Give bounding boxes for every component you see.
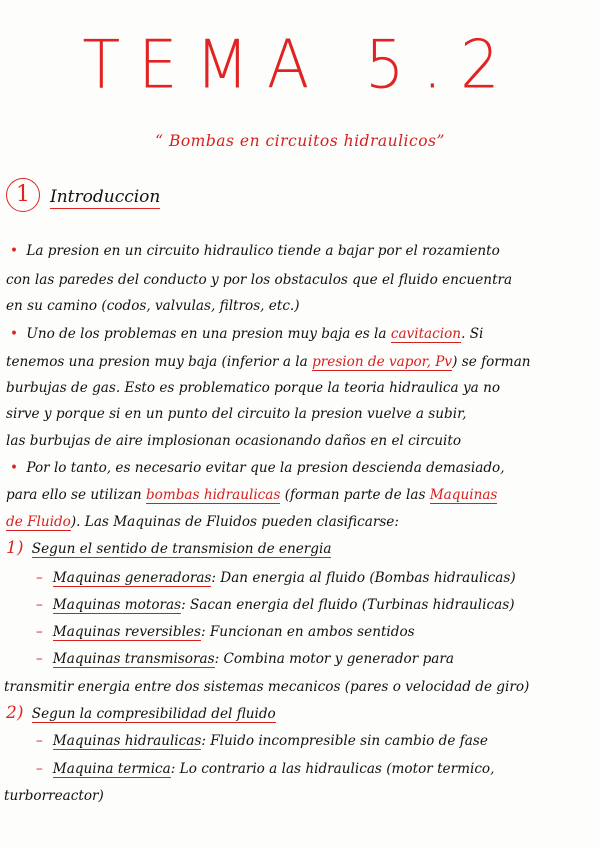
term-presion-vapor: presion de vapor, Pv	[312, 354, 453, 370]
class1-item-2	[36, 597, 515, 613]
p2-line-4: sirve y porque si en un punto del circuito la presion vuelve a subir,	[6, 406, 467, 422]
text: (forman parte de las	[284, 487, 426, 503]
item-desc: : Sacan energia del fluido (Turbinas hidraulicas)	[181, 597, 515, 613]
p2-line-3: burbujas de gas. Esto es problematico porque la teoria hidraulica ya no	[6, 380, 501, 396]
class1-item-4-cont: transmitir energia entre dos sistemas mecanicos (pares o velocidad de giro)	[4, 679, 530, 695]
class1-heading	[6, 538, 331, 558]
p2-line-5: las burbujas de aire implosionan ocasionando daños en el circuito	[6, 433, 462, 449]
class2-title: Segun la compresibilidad del fluido	[31, 706, 276, 722]
class1-title: Segun el sentido de transmision de energia	[31, 541, 332, 557]
dash-icon: –	[36, 761, 43, 777]
text: Por lo tanto, es necesario evitar que la presion descienda demasiado,	[26, 460, 505, 476]
page-title: TEMA 5.2	[82, 25, 518, 104]
text: tenemos una presion muy baja (inferior a la	[6, 354, 308, 370]
section-number-circle: 1	[6, 178, 40, 212]
class2-heading	[6, 703, 276, 723]
page-subtitle: “ Bombas en circuitos hidraulicos”	[155, 132, 445, 150]
dash-icon: –	[36, 733, 43, 749]
item-desc: : Lo contrario a las hidraulicas (motor termico,	[170, 761, 495, 777]
p1-line-2: con las paredes del conducto y por los obstaculos que el fluido encuentra	[6, 272, 513, 288]
p3-line-2	[6, 487, 497, 503]
item-term: Maquinas generadoras	[52, 570, 212, 586]
p3-line-1	[10, 460, 505, 476]
dash-icon: –	[36, 651, 43, 667]
p3-line-3	[6, 514, 399, 530]
item-term: Maquinas motoras	[52, 597, 182, 613]
class2-number: 2)	[6, 703, 24, 723]
term-maquinas: Maquinas	[429, 487, 498, 503]
class1-item-1	[36, 570, 516, 586]
text: ) se forman	[452, 354, 531, 370]
item-desc: : Funcionan en ambos sentidos	[200, 624, 415, 640]
p1-line-1	[10, 243, 500, 259]
class1-item-4	[36, 651, 454, 667]
p2-line-2	[6, 354, 531, 370]
term-cavitacion: cavitacion	[390, 326, 462, 342]
bullet-icon: •	[10, 243, 19, 259]
class2-item-2-cont: turborreactor)	[4, 788, 104, 804]
class1-number: 1)	[6, 538, 24, 558]
class1-item-3	[36, 624, 415, 640]
bullet-icon: •	[10, 326, 19, 342]
item-desc: : Combina motor y generador para	[214, 651, 454, 667]
item-term: Maquina termica	[52, 761, 171, 777]
text: La presion en un circuito hidraulico tiende a bajar por el rozamiento	[26, 243, 500, 259]
item-desc: : Fluido incompresible sin cambio de fase	[201, 733, 488, 749]
dash-icon: –	[36, 570, 43, 586]
dash-icon: –	[36, 597, 43, 613]
item-term: Maquinas transmisoras	[52, 651, 215, 667]
term-de-fluido: de Fluido	[6, 514, 71, 530]
p2-line-1	[10, 326, 483, 342]
text: para ello se utilizan	[6, 487, 142, 503]
text: ). Las Maquinas de Fluidos pueden clasificarse:	[70, 514, 399, 530]
item-term: Maquinas reversibles	[52, 624, 201, 640]
item-desc: : Dan energia al fluido (Bombas hidraulicas)	[211, 570, 516, 586]
p1-line-3: en su camino (codos, valvulas, filtros, etc.)	[6, 298, 300, 314]
item-term: Maquinas hidraulicas	[52, 733, 202, 749]
class2-item-2	[36, 761, 494, 777]
text: Uno de los problemas en una presion muy baja es la	[26, 326, 387, 342]
dash-icon: –	[36, 624, 43, 640]
bullet-icon: •	[10, 460, 19, 476]
term-bombas-hidraulicas: bombas hidraulicas	[145, 487, 281, 503]
text: . Si	[461, 326, 484, 342]
class2-item-1	[36, 733, 488, 749]
section-title: Introduccion	[50, 187, 161, 207]
